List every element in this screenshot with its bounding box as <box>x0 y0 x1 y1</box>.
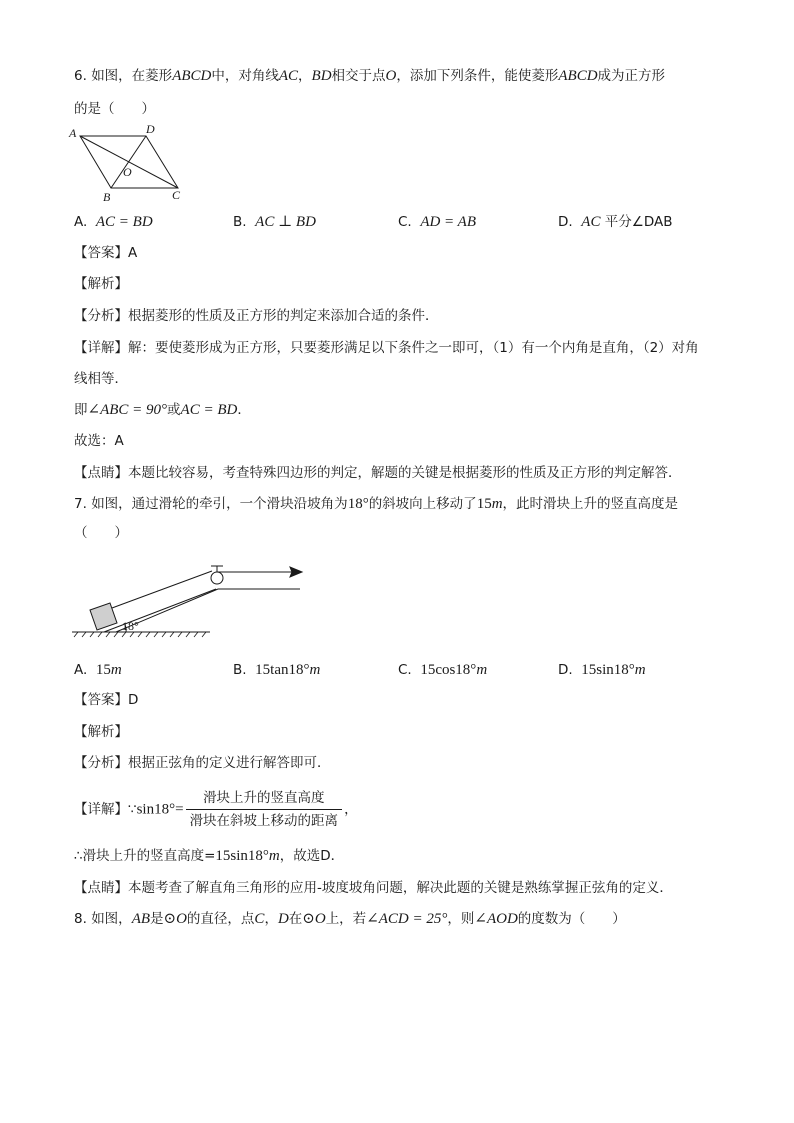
label-c: C <box>172 188 181 202</box>
q6-dianjing: 【点睛】本题比较容易，考查特殊四边形的判定，解题的关键是根据菱形的性质及正方形的判定解答． <box>74 465 682 481</box>
q8-stem: 8. 如图，AB是⊙O的直径，点C，D在⊙O上，若∠ACD = 25°，则∠AOD的度数为（ ） <box>74 911 626 927</box>
q7-option-c[interactable]: C. 15cos18°m <box>398 662 488 678</box>
q6-stem-line1: 6. 如图，在菱形ABCD中，对角线AC，BD相交于点O，添加下列条件，能使菱形ABCD成为正方形 <box>74 68 666 84</box>
slope-pulley-figure <box>68 560 318 640</box>
slider-block <box>90 603 117 630</box>
q6-jiexi: 【解析】 <box>74 276 128 292</box>
label-b: B <box>103 190 111 204</box>
q6-option-c[interactable]: C. AD = AB <box>398 214 476 230</box>
q7-jiexi: 【解析】 <box>74 724 128 740</box>
q7-therefore: ∴滑块上升的竖直高度=15sin18°m，故选D． <box>74 848 345 864</box>
q7-option-b[interactable]: B. 15tan18°m <box>233 662 321 678</box>
q7-dianjing: 【点睛】本题考查了解直角三角形的应用-坡度坡角问题，解决此题的关键是熟练掌握正弦角的定义． <box>74 880 673 896</box>
q6-xiangjie-line1: 【详解】解：要使菱形成为正方形，只要菱形满足以下条件之一即可，（1）有一个内角是直角，（2）对角 <box>74 340 699 356</box>
slope-angle-label: 18° <box>122 619 139 633</box>
q6-option-d[interactable]: D. AC 平分∠DAB <box>558 214 673 230</box>
q7-option-a[interactable]: A. 15m <box>74 662 122 678</box>
q7-fenxi: 【分析】根据正弦角的定义进行解答即可． <box>74 755 331 771</box>
q8-number: 8. <box>74 911 87 927</box>
q6-guxuan: 故选：A <box>74 433 124 449</box>
q7-number: 7. <box>74 496 87 512</box>
q6-xiangjie-line2: 线相等． <box>74 371 128 387</box>
q7-xiangjie: 【详解】∵sin18°= $\frac{\text{滑块上升的竖直高度}}{\text{滑块在斜坡上移动的距离}}$ ， <box>74 790 358 829</box>
label-o: O <box>123 165 132 179</box>
pulley <box>211 572 223 584</box>
label-d: D <box>146 122 155 136</box>
slope-upper-line <box>104 589 216 632</box>
arrowhead <box>290 567 302 577</box>
q6-fenxi: 【分析】根据菱形的性质及正方形的判定来添加合适的条件． <box>74 308 439 324</box>
q6-ji-line: 即∠ABC = 90°或AC = BD． <box>74 402 251 418</box>
q7-option-d[interactable]: D. 15sin18°m <box>558 662 646 678</box>
ground-hatch <box>74 632 206 637</box>
q6-stem-line2: 的是（ ） <box>74 101 155 117</box>
rope-to-pulley <box>112 571 212 608</box>
q7-stem-line2: （ ） <box>74 525 128 541</box>
q7-answer: 【答案】D <box>74 692 139 708</box>
rhombus-figure <box>66 122 196 204</box>
q6-number: 6. <box>74 68 87 84</box>
label-a: A <box>69 126 77 140</box>
diagonal-bd <box>111 136 146 188</box>
q6-answer: 【答案】A <box>74 245 138 261</box>
ratio-fraction: $\frac{\text{滑块上升的竖直高度}}{\text{滑块在斜坡上移动的距离}}$ <box>186 789 343 830</box>
q7-stem-line1: 7. 如图，通过滑轮的牵引，一个滑块沿坡角为18°的斜坡向上移动了15m，此时滑块上升的竖直高度是 <box>74 496 679 512</box>
q6-option-b[interactable]: B. AC ⊥ BD <box>233 214 316 230</box>
q6-option-a[interactable]: A. AC = BD <box>74 214 153 230</box>
